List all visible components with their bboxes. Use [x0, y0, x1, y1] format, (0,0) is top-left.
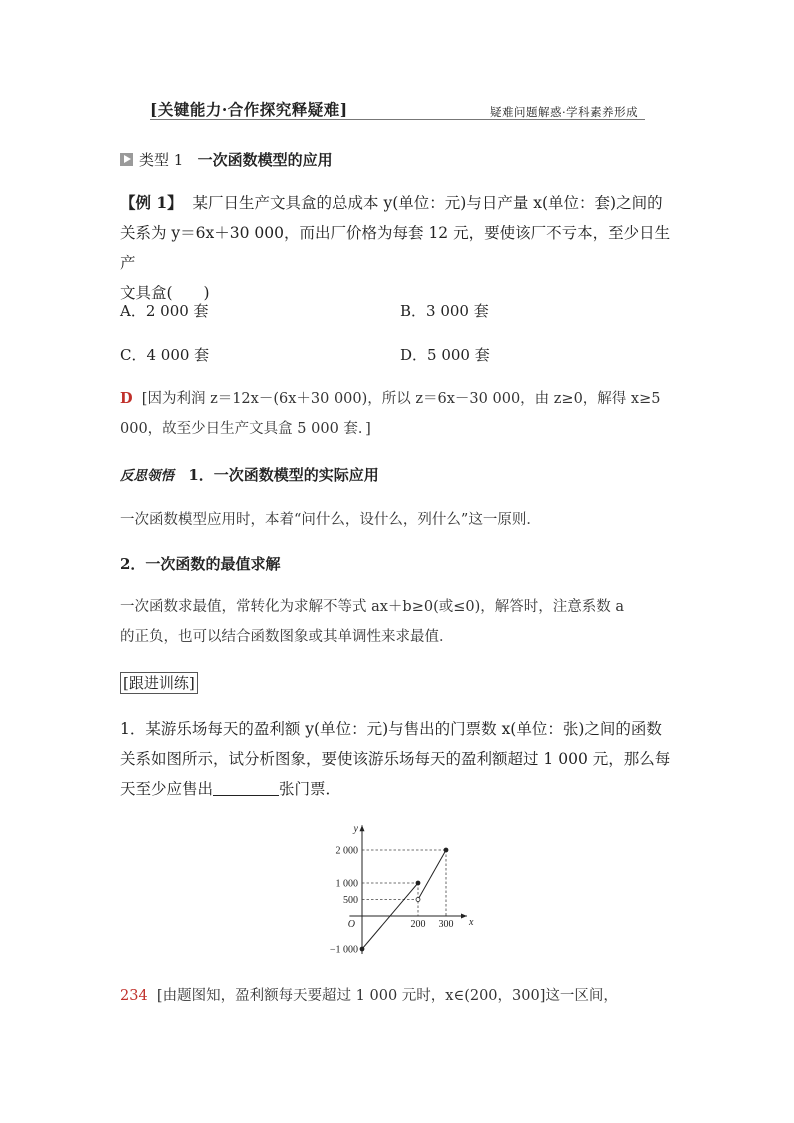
question-1-line-3-b: 张门票． — [279, 780, 342, 798]
origin-label: O — [347, 919, 355, 930]
type-title: 一次函数模型的应用 — [197, 151, 333, 169]
example-line-2: 关系为 y＝6x＋30 000，而出厂价格为每套 12 元，要使该厂不亏本，至少日生产 — [120, 224, 671, 272]
x-axis-label: x — [469, 917, 474, 928]
question-1-line-2: 关系如图所示，试分析图象，要使该游乐场每天的盈利额超过 1 000 元，那么每 — [120, 750, 671, 768]
reflection-heading — [120, 464, 379, 485]
type-heading — [120, 149, 333, 170]
reflection-point2-title: 2．一次函数的最值求解 — [120, 555, 281, 573]
header-divider — [150, 119, 645, 120]
example-line-3: 文具盒( ) — [120, 284, 210, 302]
x-tick-label: 200 — [410, 919, 426, 930]
reflection-point2-paragraph — [120, 592, 680, 652]
solution-line-2: 000，故至少日生产文具盒 5 000 套．] — [120, 421, 371, 437]
solution-letter: D — [120, 390, 133, 407]
option-b: B．3 000 套 — [400, 302, 489, 320]
answer-line — [120, 984, 618, 1005]
option-c: C．4 000 套 — [120, 346, 210, 364]
answer-text: [由题图知，盈利额每天要超过 1 000 元时，x∈(200，300]这一区间， — [156, 988, 618, 1004]
example-tag: 【例 1】 — [120, 193, 183, 212]
y-tick-label: 500 — [343, 895, 358, 906]
reflection-label: 反思领悟 — [120, 468, 174, 484]
reflection-point1-text: 一次函数模型应用时，本着“问什么，设什么，列什么”这一原则． — [120, 512, 541, 528]
play-triangle-icon — [120, 153, 133, 166]
y-axis-label: y — [353, 823, 358, 835]
section-header-title: [关键能力·合作探究释疑难] — [150, 100, 348, 119]
graph-segment — [418, 850, 446, 900]
y-tick-label: 2 000 — [335, 845, 358, 857]
reflection-point1-title: 1．一次函数模型的实际应用 — [188, 466, 379, 484]
closed-endpoint — [444, 848, 448, 852]
example-text-1: 某厂日生产文具盒的总成本 y(单位：元)与日产量 x(单位：套)之间的 — [192, 194, 663, 212]
question-1-line-3-a: 天至少应售出 — [120, 780, 214, 798]
solution-line-1 — [120, 384, 680, 414]
closed-endpoint — [360, 947, 364, 951]
example-paragraph — [120, 188, 680, 308]
section-header-subtitle: 疑难问题解惑·学科素养形成 — [490, 105, 639, 119]
option-a: A．2 000 套 — [120, 302, 209, 320]
type-label: 类型 1 — [139, 151, 184, 169]
open-endpoint — [416, 898, 420, 902]
question-1-line-1: 1．某游乐场每天的盈利额 y(单位：元)与售出的门票数 x(单位：张)之间的函数 — [120, 720, 662, 738]
solution-paragraph — [120, 384, 680, 444]
closed-endpoint — [416, 881, 420, 885]
solution-text-1: [因为利润 z＝12x－(6x＋30 000)，所以 z＝6x－30 000，由 z≥0，解得 x≥5 — [141, 391, 661, 407]
reflection-point2-line-1: 一次函数求最值，常转化为求解不等式 ax＋b≥0(或≤0)，解答时，注意系数 a — [120, 599, 625, 615]
option-d: D．5 000 套 — [400, 346, 490, 364]
reflection-point2-line-2: 的正负，也可以结合函数图象或其单调性来求最值． — [120, 629, 454, 645]
x-axis-arrow — [461, 914, 467, 919]
example-line-1 — [120, 188, 680, 218]
question-1-paragraph — [120, 714, 680, 804]
y-tick-label: 1 000 — [335, 878, 358, 890]
y-axis-arrow — [360, 825, 365, 831]
answer-value: 234 — [120, 988, 148, 1004]
x-tick-label: 300 — [438, 919, 454, 930]
y-tick-label: −1 000 — [329, 944, 358, 956]
question-1-line-3 — [120, 774, 680, 804]
profit-graph — [318, 822, 478, 962]
training-tag: [跟进训练] — [120, 672, 198, 694]
answer-blank — [213, 779, 279, 796]
